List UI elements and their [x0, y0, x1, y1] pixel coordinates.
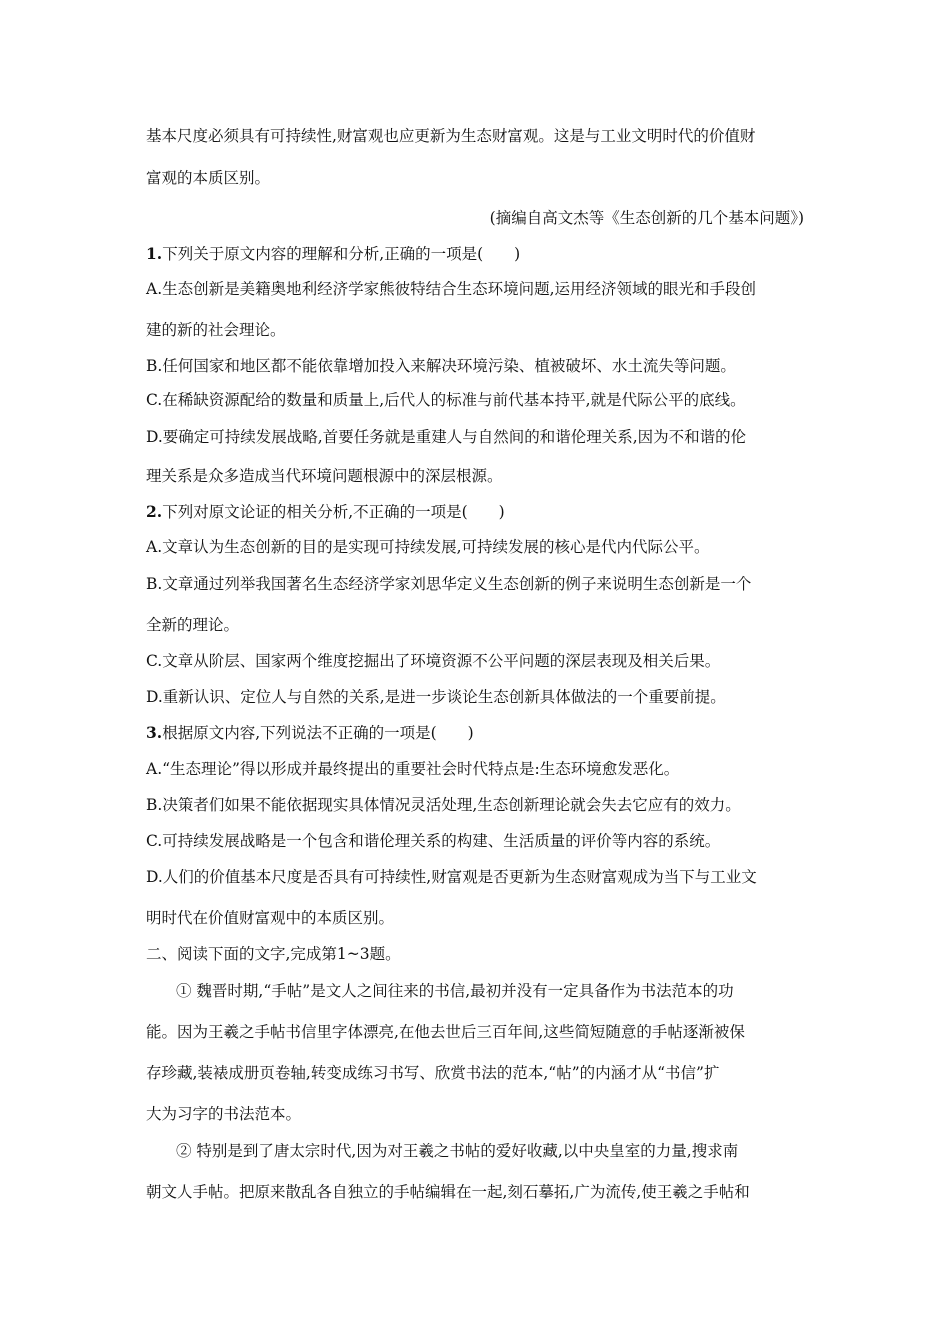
paragraph-2-line: 朝文人手帖。把原来散乱各自独立的手帖编辑在一起,刻石摹拓,广为流传,使王羲之手帖和 [146, 1183, 750, 1201]
passage-line: 基本尺度必须具有可持续性,财富观也应更新为生态财富观。这是与工业文明时代的价值财 [146, 127, 756, 145]
option-d: D.要确定可持续发展战略,首要任务就是重建人与自然间的和谐伦理关系,因为不和谐的伦 [146, 428, 747, 446]
question-stem [146, 723, 474, 743]
option-b: B.决策者们如果不能依据现实具体情况灵活处理,生态创新理论就会失去它应有的效力。 [146, 796, 741, 814]
passage-line: 富观的本质区别。 [146, 169, 271, 187]
question-text: 下列关于原文内容的理解和分析,正确的一项是( ) [162, 245, 521, 263]
option-d: D.重新认识、定位人与自然的关系,是进一步谈论生态创新具体做法的一个重要前提。 [146, 688, 726, 706]
paragraph-1-line: 大为习字的书法范本。 [146, 1105, 302, 1123]
question-stem [146, 502, 505, 522]
option-d: D.人们的价值基本尺度是否具有可持续性,财富观是否更新为生态财富观成为当下与工业文 [146, 868, 757, 886]
option-b-cont: 全新的理论。 [146, 616, 240, 634]
option-c: C.文章从阶层、国家两个维度挖掘出了环境资源不公平问题的深层表现及相关后果。 [146, 652, 721, 670]
option-a: A.“生态理论”得以形成并最终提出的重要社会时代特点是:生态环境愈发恶化。 [146, 760, 680, 778]
paragraph-1-line: 存珍藏,装裱成册页卷轴,转变成练习书写、欣赏书法的范本,“帖”的内涵才从“书信”扩 [146, 1064, 720, 1082]
option-a: A.生态创新是美籍奥地利经济学家熊彼特结合生态环境问题,运用经济领域的眼光和手段创 [146, 280, 757, 298]
question-number: 1. [146, 244, 163, 263]
paragraph-2-line: ② 特别是到了唐太宗时代,因为对王羲之书帖的爱好收藏,以中央皇室的力量,搜求南 [176, 1142, 739, 1160]
citation: (摘编自高文杰等《生态创新的几个基本问题》) [489, 209, 804, 227]
question-text: 下列对原文论证的相关分析,不正确的一项是( ) [162, 503, 505, 521]
option-a: A.文章认为生态创新的目的是实现可持续发展,可持续发展的核心是代内代际公平。 [146, 538, 710, 556]
question-number: 2. [146, 502, 163, 521]
option-b: B.文章通过列举我国著名生态经济学家刘思华定义生态创新的例子来说明生态创新是一个 [146, 575, 752, 593]
paragraph-1-line: 能。因为王羲之手帖书信里字体漂亮,在他去世后三百年间,这些简短随意的手帖逐渐被保 [146, 1023, 745, 1041]
option-d-cont: 理关系是众多造成当代环境问题根源中的深层根源。 [146, 467, 503, 485]
option-a-cont: 建的新的社会理论。 [146, 321, 286, 339]
question-stem [146, 244, 520, 264]
option-c: C.在稀缺资源配给的数量和质量上,后代人的标准与前代基本持平,就是代际公平的底线。 [146, 391, 746, 409]
option-d-cont: 明时代在价值财富观中的本质区别。 [146, 909, 395, 927]
option-b: B.任何国家和地区都不能依靠增加投入来解决环境污染、植被破坏、水土流失等问题。 [146, 357, 736, 375]
question-text: 根据原文内容,下列说法不正确的一项是( ) [162, 724, 474, 742]
option-c: C.可持续发展战略是一个包含和谐伦理关系的构建、生活质量的评价等内容的系统。 [146, 832, 721, 850]
question-number: 3. [146, 723, 163, 742]
section-two-heading: 二、阅读下面的文字,完成第1~3题。 [146, 945, 401, 963]
paragraph-1-line: ① 魏晋时期,“手帖”是文人之间往来的书信,最初并没有一定具备作为书法范本的功 [176, 982, 734, 1000]
